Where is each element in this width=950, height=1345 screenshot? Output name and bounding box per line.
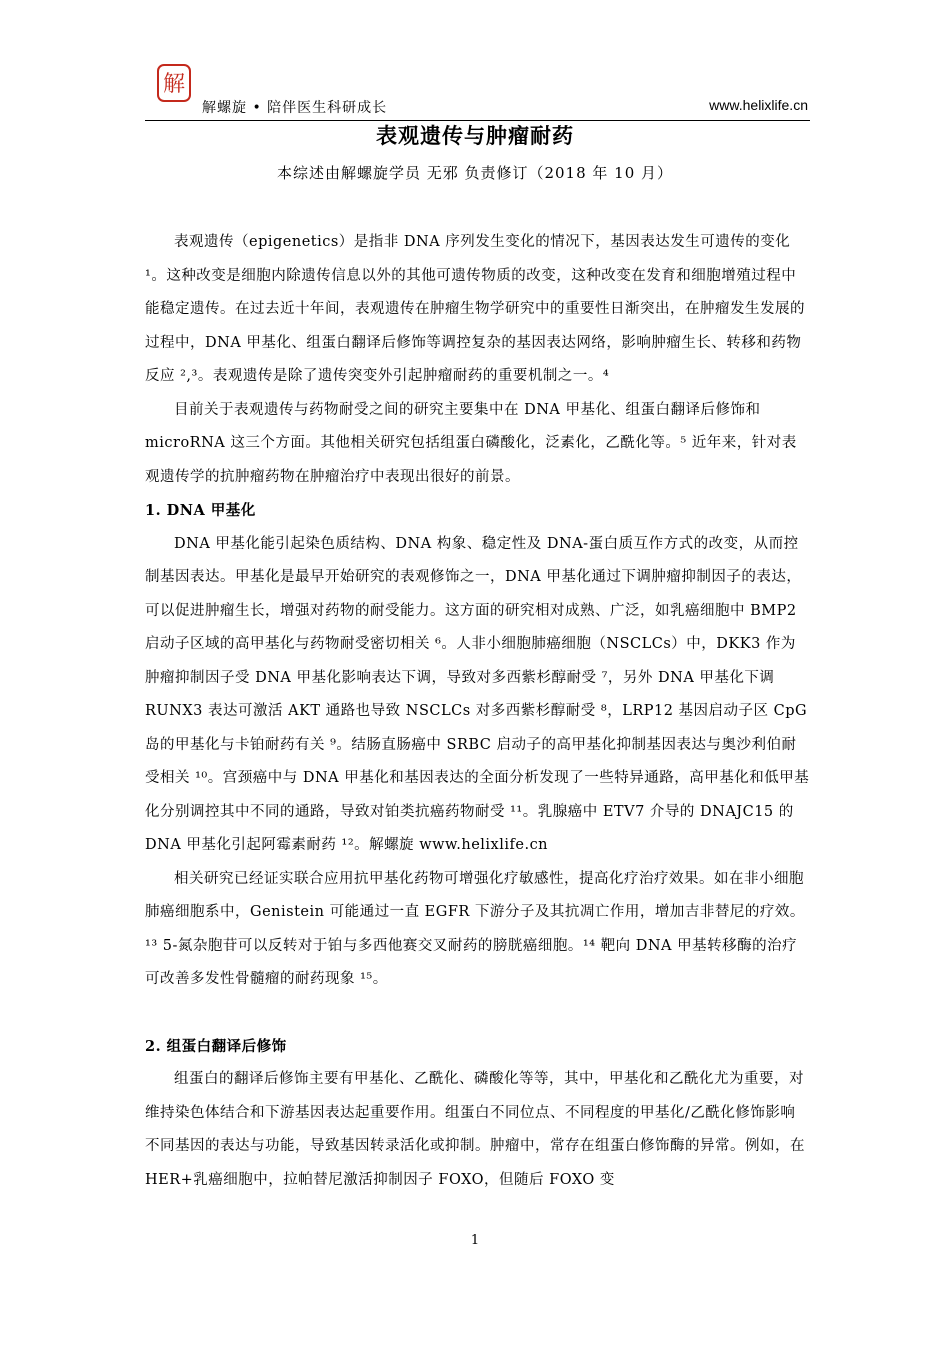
brand-slogan: 解螺旋 • 陪伴医生科研成长: [202, 100, 388, 116]
section-1-paragraph-2: 相关研究已经证实联合应用抗甲基化药物可增强化疗敏感性，提高化疗治疗效果。如在非小细胞肺癌细胞系中，Genistein 可能通过一直 EGFR 下游分子及其抗凋亡作用，增加吉非替尼的疗效。¹³ 5-氮杂胞苷可以反转对于铂与多西他赛交叉耐药的膀胱癌细胞。¹⁴ 靶向 DNA 甲基转移酶的治疗可改善多发性骨髓瘤的耐药现象 ¹⁵。: [145, 870, 805, 987]
header-url: www.helixlife.cn: [709, 97, 808, 113]
page-number: 1: [470, 1233, 480, 1248]
document-body: [145, 226, 810, 1197]
logo-char: 解: [162, 72, 186, 97]
section-2-heading: 2. 组蛋白翻译后修饰: [145, 1037, 287, 1055]
helixlife-seal-logo: [157, 64, 191, 102]
page-header: [145, 60, 810, 121]
section-spacer: [145, 997, 810, 1030]
intro-paragraph-1: 表观遗传（epigenetics）是指非 DNA 序列发生变化的情况下，基因表达发生可遗传的变化 ¹。这种改变是细胞内除遗传信息以外的其他可遗传物质的改变，这种改变在发育和细胞增殖过程中能稳定遗传。在过去近十年间，表观遗传在肿瘤生物学研究中的重要性日渐突出，在肿瘤发生发展的过程中，DNA 甲基化、组蛋白翻译后修饰等调控复杂的基因表达网络，影响肿瘤生长、转移和药物反应 ²,³。表观遗传是除了遗传突变外引起肿瘤耐药的重要机制之一。⁴: [145, 234, 805, 384]
section-1-heading: 1. DNA 甲基化: [145, 502, 256, 519]
document-byline: 本综述由解螺旋学员 无邪 负责修订（2018 年 10 月）: [276, 164, 674, 182]
section-2-paragraph-1: 组蛋白的翻译后修饰主要有甲基化、乙酰化、磷酸化等等，其中，甲基化和乙酰化尤为重要，对维持染色体结合和下游基因表达起重要作用。组蛋白不同位点、不同程度的甲基化/乙酰化修饰影响不同基因的表达与功能，导致基因转录活化或抑制。肿瘤中，常存在组蛋白修饰酶的异常。例如，在 HER+乳癌细胞中，拉帕替尼激活抑制因子 FOXO，但随后 FOXO 变: [145, 1071, 805, 1188]
intro-paragraph-2: 目前关于表观遗传与药物耐受之间的研究主要集中在 DNA 甲基化、组蛋白翻译后修饰和 microRNA 这三个方面。其他相关研究包括组蛋白磷酸化，泛素化，乙酰化等。⁵ 近年来，针对表观遗传学的抗肿瘤药物在肿瘤治疗中表现出很好的前景。: [145, 401, 797, 485]
document-title: 表观遗传与肿瘤耐药: [376, 123, 574, 148]
section-1-paragraph-1: DNA 甲基化能引起染色质结构、DNA 构象、稳定性及 DNA-蛋白质互作方式的改变，从而控制基因表达。甲基化是最早开始研究的表观修饰之一，DNA 甲基化通过下调肿瘤抑制因子的表达，可以促进肿瘤生长，增强对药物的耐受能力。这方面的研究相对成熟、广泛，如乳癌细胞中 BMP2 启动子区域的高甲基化与药物耐受密切相关 ⁶。人非小细胞肺癌细胞（NSCLCs）中，DKK3 作为肿瘤抑制因子受 DNA 甲基化影响表达下调，导致对多西紫杉醇耐受 ⁷，另外 DNA 甲基化下调 RUNX3 表达可激活 AKT 通路也导致 NSCLCs 对多西紫杉醇耐受 ⁸，LRP12 基因启动子区 CpG 岛的甲基化与卡铂耐药有关 ⁹。结肠直肠癌中 SRBC 启动子的高甲基化抑制基因表达与奥沙利伯耐受相关 ¹⁰。宫颈癌中与 DNA 甲基化和基因表达的全面分析发现了一些特异通路，高甲基化和低甲基化分别调控其中不同的通路，导致对铂类抗癌药物耐受 ¹¹。乳腺癌中 ETV7 介导的 DNAJC15 的 DNA 甲基化引起阿霉素耐药 ¹²。解螺旋 www.helixlife.cn: [145, 535, 810, 853]
